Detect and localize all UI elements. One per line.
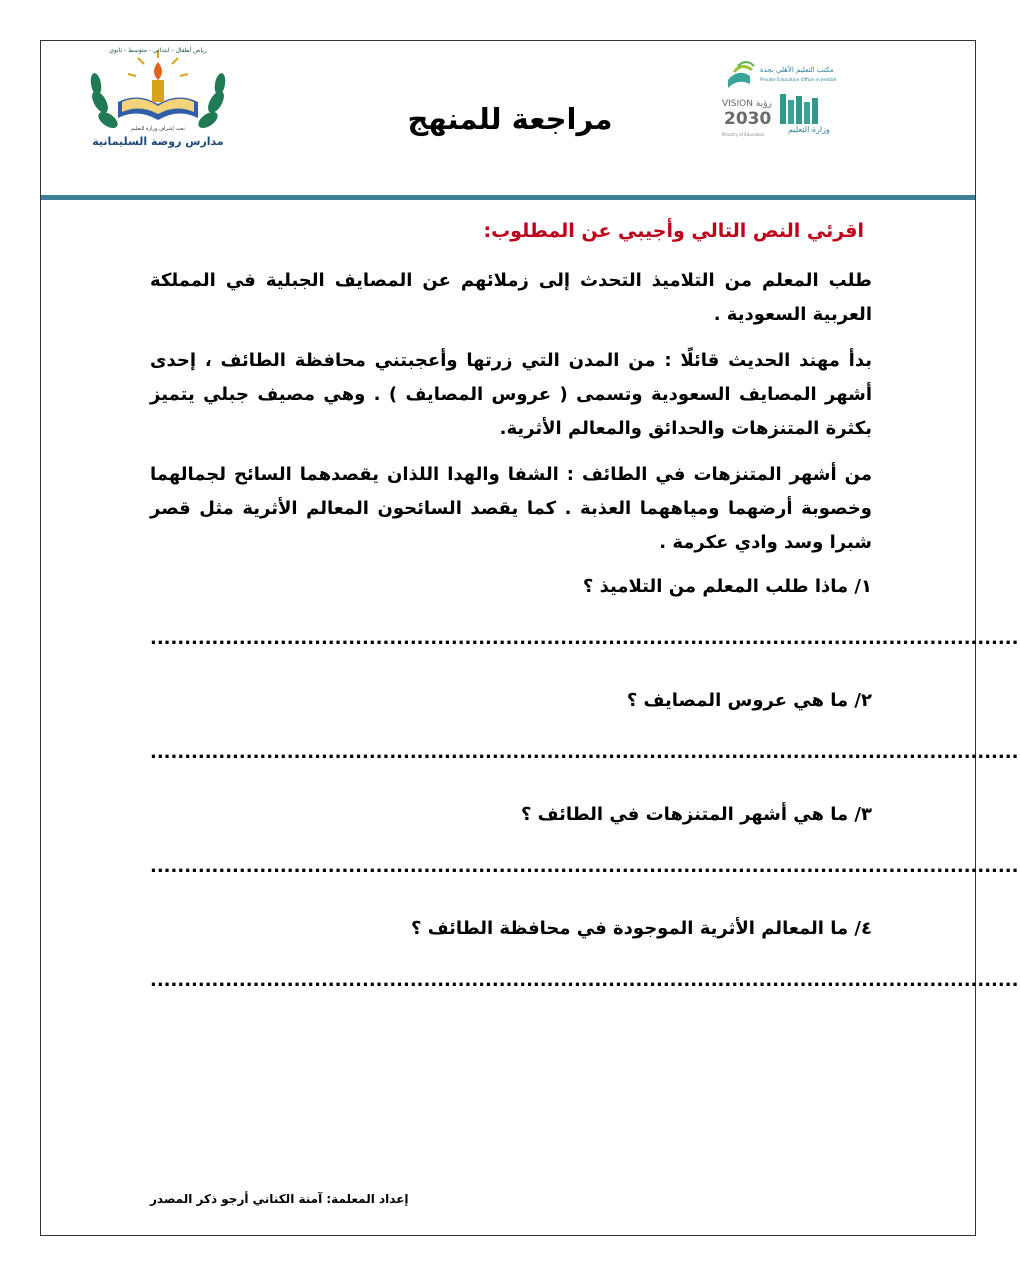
ministry-building-icon — [780, 94, 818, 124]
question-text: ٢/ ما هي عروس المصايف ؟ — [626, 690, 872, 711]
passage-paragraph-2: بدأ مهند الحديث قائلًا : من المدن التي زرتها وأعجبتني محافظة الطائف ، إحدى أشهر المصايف السعودية وتسمى ( عروس المصايف ) . وهي مصيف جبلي يتميز بكثرة المتنزهات والحدائق والمعالم الأثرية. — [150, 350, 872, 439]
passage-paragraph-3: من أشهر المتنزهات في الطائف : الشفا والهدا اللذان يقصدهما السائح لجمالهما وخصوبة أرضهما ومياههما العذبة . كما يقصد السائحون المعالم الأثرية مثل قصر شبرا وسد وادي عكرمة . — [150, 464, 872, 553]
question-text: ٤/ ما المعالم الأثرية الموجودة في محافظة الطائف ؟ — [411, 918, 872, 939]
school-emblem-logo — [78, 42, 238, 152]
ministry-name: وزارة التعليم — [788, 125, 830, 134]
question-text: ٣/ ما هي أشهر المتنزهات في الطائف ؟ — [520, 804, 872, 825]
emblem-small-text: تحت إشراف وزارة التعليم — [131, 126, 185, 132]
question-text: ١/ ماذا طلب المعلم من التلاميذ ؟ — [582, 576, 872, 597]
question-2 — [150, 686, 1019, 766]
office-name-en: Private Education Office in Jeddah — [760, 78, 837, 83]
page-title: مراجعة للمنهج — [407, 102, 613, 136]
instruction-text: اقرئي النص التالي وأجيبي عن المطلوب: — [483, 220, 864, 242]
ministry-vision-logo — [720, 58, 850, 138]
answer-line[interactable]: ............................................................................................................................... — [150, 856, 1019, 877]
answer-line[interactable]: ............................................................................................................................... — [150, 970, 1019, 991]
book-icon — [728, 62, 754, 88]
question-3 — [150, 800, 1019, 880]
footer-credit: إعداد المعلمة: آمنة الكناني أرجو ذكر المصدر — [150, 1192, 409, 1206]
vision-label: VISION رؤية — [722, 99, 772, 109]
vision-year: 2030 — [724, 109, 772, 129]
office-name: مكتب التعليم الأهلي بجدة — [760, 66, 834, 74]
question-4 — [150, 914, 1019, 994]
answer-line[interactable]: ............................................................................................................................... — [150, 628, 1019, 649]
passage-paragraph-1: طلب المعلم من التلاميذ التحدث إلى زملائهم عن المصايف الجبلية في المملكة العربية السعودية . — [150, 270, 872, 325]
ministry-name-en: Ministry of Education — [722, 132, 765, 137]
worksheet-content — [150, 212, 1019, 1028]
emblem-top-text: رياض أطفال - ابتدائي - متوسط - ثانوي — [109, 47, 207, 54]
emblem-school-name: مدارس روضة السليمانية — [92, 135, 224, 148]
answer-line[interactable]: ............................................................................................................................... — [150, 742, 1019, 763]
torch-icon — [152, 62, 164, 102]
question-1 — [150, 572, 1019, 652]
header-divider — [41, 195, 975, 200]
